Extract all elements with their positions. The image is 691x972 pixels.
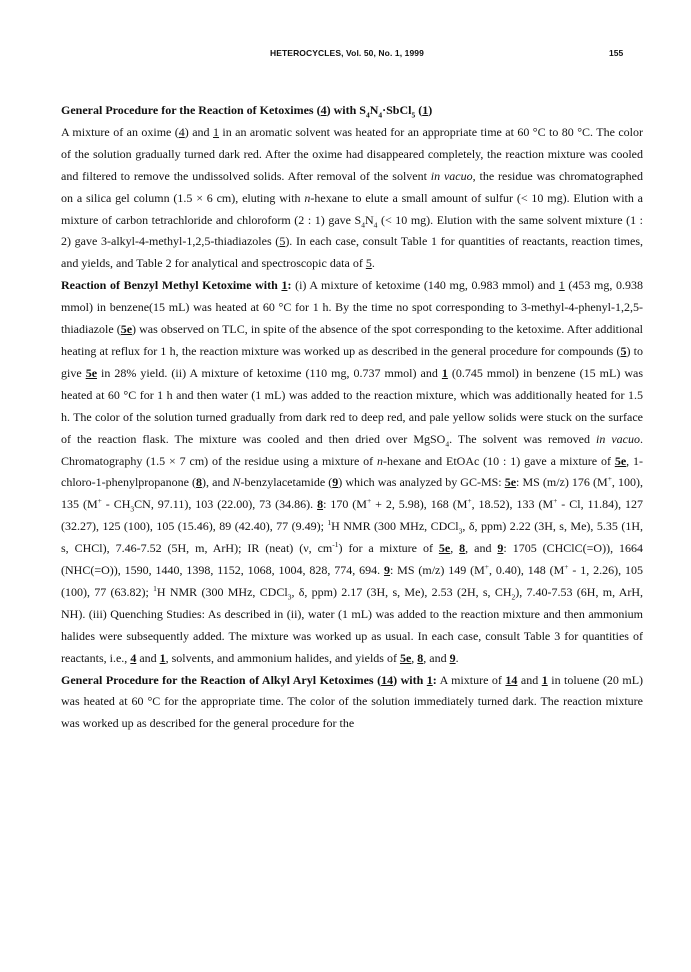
heading-text: General Procedure for the Reaction of Ketoximes ( bbox=[61, 103, 321, 117]
paragraph-text: in toluene (20 mL) was heated at 60 °C for the appropriate time. The color of the solution immediately turned dark. The reaction mixture was worked up as described for the general procedure for the bbox=[61, 672, 644, 731]
subscript: 3 bbox=[287, 592, 292, 602]
paragraph-text: , bbox=[450, 541, 460, 556]
paragraph-text: : MS (m/z) 149 (M bbox=[389, 563, 485, 578]
compound-ref: 8 bbox=[196, 475, 203, 490]
heading-text: ·SbCl bbox=[382, 103, 412, 117]
paragraph-text: in an aromatic solvent was heated for an appropriate time at 60 °C to 80 °C. The color of the solution gradually turned dark red. After the oxime had disappeared completely, the reaction mixture was cooled and filtered to remove the undissolved solids. After removal of the solvent bbox=[61, 124, 643, 183]
section-general-procedure-ketoximes bbox=[61, 100, 643, 275]
compound-ref: 4 bbox=[130, 650, 137, 665]
section-heading bbox=[61, 103, 433, 120]
italic-text: in vacuo bbox=[595, 431, 640, 446]
heading-text: N bbox=[369, 103, 379, 117]
italic-text: n bbox=[304, 190, 311, 205]
paragraph-text: (i) A mixture of ketoxime (140 mg, 0.983 mmol) and bbox=[291, 278, 559, 293]
compound-ref: 1 bbox=[558, 278, 565, 293]
compound-ref: 1 bbox=[281, 278, 288, 293]
superscript: + bbox=[484, 562, 490, 572]
paragraph-text: N bbox=[364, 212, 374, 227]
compound-ref: 1 bbox=[426, 672, 433, 687]
compound-ref: 5 bbox=[279, 234, 286, 249]
running-header bbox=[0, 46, 691, 62]
paragraph-text: , 0.40), 148 (M bbox=[489, 563, 565, 578]
compound-ref: 1 bbox=[212, 124, 219, 139]
paragraph-text: A mixture of bbox=[436, 672, 506, 687]
superscript: 1 bbox=[153, 583, 157, 593]
paragraph-text: (453 mg, 0.938 mmol) in benzene(15 mL) was heated at 60 °C for 1 h. By the time no spot corresponding to 3-methyl-4-phenyl-1,2,5-thiadiazole ( bbox=[61, 278, 644, 337]
paragraph-text: - 1, 2.26), 105 (100), 77 (63.82); bbox=[61, 563, 643, 599]
superscript: + bbox=[553, 496, 558, 506]
compound-ref: 5 bbox=[620, 343, 627, 358]
compound-ref: 9 bbox=[497, 541, 504, 556]
compound-ref: 4 bbox=[320, 103, 327, 117]
paragraph-text: -benzylacetamide ( bbox=[240, 475, 333, 490]
heading-text: : bbox=[287, 278, 292, 293]
subscript: 4 bbox=[361, 219, 365, 229]
paragraph-text: , the residue was chromatographed on a silica gel column (1.5 × 6 cm), eluting with bbox=[61, 168, 643, 205]
subscript: 5 bbox=[411, 110, 416, 120]
paragraph-text: , solvents, and ammonium halides, and yields of bbox=[165, 650, 400, 665]
paragraph-text: ), 7.40-7.53 (6H, m, ArH, NH). (iii) Quenching Studies: As described in (ii), water (1 mL) was added to the reaction mixture and then ammonium halides were subsequently added. The mixture was worked up as usual. In each case, consult Table 3 for quantities of reactants, i.e., bbox=[61, 584, 644, 665]
compound-ref: 4 bbox=[178, 124, 185, 139]
compound-ref: 1 bbox=[441, 365, 448, 380]
paragraph-text: , and bbox=[423, 650, 450, 665]
compound-ref: 5e bbox=[120, 322, 133, 337]
compound-ref: 5 bbox=[365, 256, 372, 271]
paragraph-text: H NMR (300 MHz, CDCl bbox=[156, 584, 288, 599]
paragraph-text: , δ, ppm) 2.22 (3H, s, Me), 5.35 (1H, s, CHCl), 7.46-7.52 (5H, m, ArH); IR (neat) (ν, cm bbox=[61, 519, 643, 556]
paragraph-text: in 28% yield. (ii) A mixture of ketoxime (110 mg, 0.737 mmol) and bbox=[97, 365, 442, 380]
superscript: -1 bbox=[332, 540, 339, 550]
heading-text: ) with bbox=[393, 672, 427, 687]
subscript: 4 bbox=[378, 110, 383, 120]
paragraph-text: : 1705 (CHClC(=O)), 1664 (NHC(=O)), 1590, 1440, 1398, 1152, 1068, 1004, 828, 774, 694. bbox=[61, 541, 644, 578]
paragraph-text: . Chromatography (1.5 × 7 cm) of the residue using a mixture of bbox=[61, 431, 643, 468]
section-heading bbox=[61, 278, 291, 292]
heading-text: Reaction of Benzyl Methyl Ketoxime with bbox=[61, 278, 282, 293]
heading-text: ) with S bbox=[326, 103, 366, 117]
heading-text: ) bbox=[428, 103, 433, 117]
paragraph-text: ) to give bbox=[61, 343, 643, 380]
superscript: + bbox=[607, 474, 612, 484]
compound-ref: 5e bbox=[438, 541, 451, 556]
paragraph-text: , 18.52), 133 (M bbox=[471, 497, 554, 512]
paragraph-text: , and bbox=[465, 541, 498, 556]
heading-text: General Procedure for the Reaction of Alkyl Aryl Ketoximes ( bbox=[61, 672, 382, 687]
compound-ref: 8 bbox=[417, 650, 424, 665]
paragraph-text: , 100), 135 (M bbox=[61, 475, 643, 512]
compound-ref: 5e bbox=[614, 453, 627, 468]
superscript: 1 bbox=[327, 518, 332, 528]
compound-ref: 5e bbox=[399, 650, 412, 665]
paragraph-text: -hexane and EtOAc (10 : 1) gave a mixture of bbox=[382, 453, 615, 468]
paragraph-text: - Cl, 11.84), 127 (32.27), 125 (100), 105 (15.46), 89 (42.40), 77 (9.49); bbox=[61, 497, 644, 534]
paragraph-text: , δ, ppm) 2.17 (3H, s, Me), 2.53 (2H, s, CH bbox=[291, 584, 512, 599]
subscript: 2 bbox=[511, 592, 516, 602]
subscript: 3 bbox=[130, 504, 135, 514]
superscript: + bbox=[366, 496, 372, 506]
compound-ref: 8 bbox=[317, 497, 324, 512]
subscript: 4 bbox=[373, 219, 378, 229]
paragraph-text: , bbox=[411, 650, 418, 665]
section-benzyl-methyl-ketoxime bbox=[61, 275, 643, 669]
paragraph-text: and bbox=[517, 672, 542, 687]
heading-text: ( bbox=[415, 103, 423, 117]
section-heading bbox=[61, 673, 437, 687]
paragraph-text: H NMR (300 MHz, CDCl bbox=[331, 519, 459, 534]
paragraph-text: . The solvent was removed bbox=[449, 431, 596, 446]
section-alkyl-aryl-ketoximes bbox=[61, 670, 643, 736]
italic-text: n bbox=[376, 453, 383, 468]
paragraph-text: CN, 97.11), 103 (22.00), 73 (34.86). bbox=[134, 497, 318, 512]
paragraph-text: ). In each case, consult Table 1 for quantities of reactants, reaction times, and yields, and Table 2 for analytical and spectroscopic data of bbox=[61, 234, 643, 271]
paragraph-text: -hexane to elute a small amount of sulfur (< 10 mg). Elution with a mixture of carbon tetrachloride and chloroform (2 : 1) gave S bbox=[61, 190, 644, 227]
subscript: 3 bbox=[458, 526, 463, 536]
compound-ref: 14 bbox=[381, 672, 394, 687]
italic-text: in vacuo bbox=[430, 168, 473, 183]
compound-ref: 14 bbox=[505, 672, 518, 687]
paragraph-text: ) was observed on TLC, in spite of the absence of the spot corresponding to the ketoxime. After additional heating at reflux for 1 h, the reaction mixture was worked up as described in the general procedure for compounds ( bbox=[61, 322, 644, 358]
paragraph-text: . bbox=[455, 650, 459, 665]
paragraph-text: : 170 (M bbox=[323, 497, 367, 512]
compound-ref: 1 bbox=[422, 103, 429, 117]
paragraph-text: - CH bbox=[101, 497, 131, 512]
compound-ref: 5e bbox=[504, 475, 517, 490]
journal-citation: HETEROCYCLES, Vol. 50, No. 1, 1999 bbox=[270, 48, 424, 58]
compound-ref: 8 bbox=[459, 541, 466, 556]
page-number: 155 bbox=[609, 48, 624, 58]
superscript: + bbox=[467, 496, 472, 506]
paragraph-text: : MS (m/z) 176 (M bbox=[516, 475, 608, 490]
compound-ref: 9 bbox=[383, 563, 390, 578]
subscript: 4 bbox=[365, 110, 370, 120]
paragraph-text: ) for a mixture of bbox=[338, 541, 439, 556]
body-text bbox=[61, 100, 643, 735]
compound-ref: 1 bbox=[159, 650, 166, 665]
heading-text: : bbox=[432, 672, 437, 687]
paragraph-text: (0.745 mmol) in benzene (15 mL) was heated at 60 °C for 1 h and then water (1 mL) was added to the reaction mixture, which was additionally heated for 1.5 h. The color of the solution turned gradually from dark red to deep red, and pale yellow solids were stuck on the surface of the reaction flask. The mixture was cooled and then dried over MgSO bbox=[61, 365, 643, 446]
superscript: + bbox=[97, 496, 102, 506]
paragraph-text: A mixture of an oxime ( bbox=[61, 124, 179, 139]
italic-text: N bbox=[232, 475, 241, 490]
paragraph-text: ) which was analyzed by GC-MS: bbox=[338, 475, 505, 490]
paragraph-text: . bbox=[371, 256, 375, 271]
subscript: 4 bbox=[445, 438, 450, 448]
compound-ref: 9 bbox=[332, 475, 339, 490]
paragraph-text: and bbox=[136, 650, 160, 665]
paragraph-text: (< 10 mg). Elution with the same solvent mixture (1 : 2) gave 3-alkyl-4-methyl-1,2,5-thiadiazoles ( bbox=[61, 212, 643, 249]
superscript: + bbox=[564, 562, 569, 572]
compound-ref: 9 bbox=[449, 650, 456, 665]
paragraph-text: , 1-chloro-1-phenylpropanone ( bbox=[61, 453, 643, 490]
paragraph-text: ), and bbox=[202, 475, 233, 490]
paragraph-text: ) and bbox=[184, 124, 213, 139]
paragraph-text: + 2, 5.98), 168 (M bbox=[371, 497, 468, 512]
compound-ref: 1 bbox=[541, 672, 548, 687]
compound-ref: 5e bbox=[85, 365, 98, 380]
